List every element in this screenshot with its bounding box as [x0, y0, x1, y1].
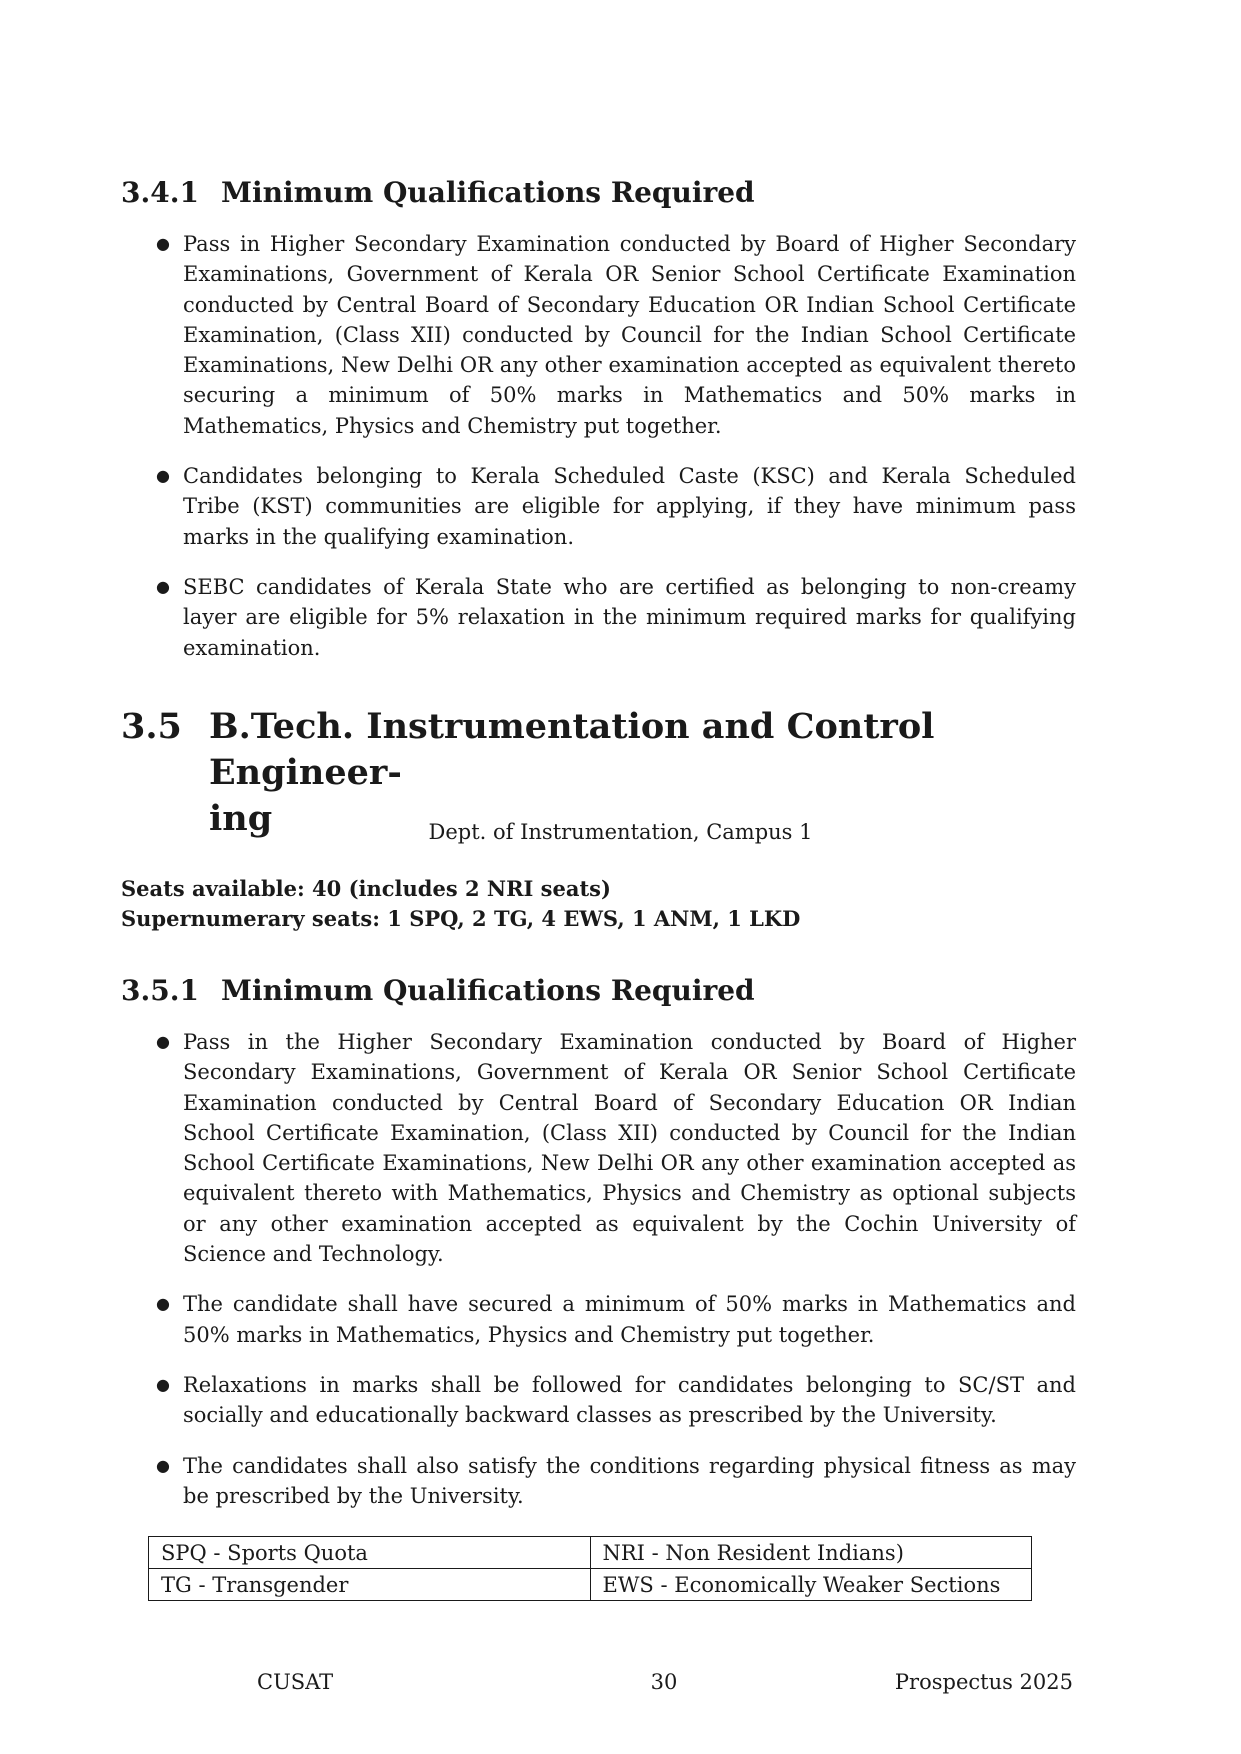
page-number: 30	[650, 1670, 678, 1694]
list-item-text: Relaxations in marks shall be followed for candidates belonging to SC/ST and socially and educationally backward classes as prescribed by the University.	[183, 1372, 1076, 1428]
bullet-icon: ●	[156, 234, 170, 253]
table-row	[149, 1569, 1032, 1601]
footer-left: CUSAT	[257, 1670, 334, 1694]
section-3-4-1-heading	[121, 176, 1081, 209]
section-3-4-1-bullet-list	[121, 229, 1076, 683]
list-item	[121, 572, 1076, 663]
section-3-5-1-heading	[121, 974, 1081, 1007]
section-title-line-1: B.Tech. Instrumentation and Control Engineer-	[209, 706, 935, 793]
section-number: 3.5.1	[121, 974, 199, 1007]
bullet-icon: ●	[156, 576, 170, 596]
list-item	[121, 229, 1076, 441]
section-title-line-2: ing	[209, 798, 273, 839]
seats-info	[121, 874, 800, 934]
list-item-text: Candidates belonging to Kerala Scheduled Caste (KSC) and Kerala Scheduled Tribe (KST) communities are eligible for applying, if they have minimum pass marks in the qualifying examination.	[183, 464, 1076, 549]
table-cell: TG - Transgender	[149, 1569, 591, 1601]
table-cell: NRI - Non Resident Indians)	[590, 1537, 1032, 1569]
list-item	[121, 1451, 1076, 1512]
department-line: Dept. of Instrumentation, Campus 1	[428, 820, 813, 844]
table-cell: EWS - Economically Weaker Sections	[590, 1569, 1032, 1601]
supernumerary-seats: Supernumerary seats: 1 SPQ, 2 TG, 4 EWS, 1 ANM, 1 LKD	[121, 906, 801, 931]
bullet-icon: ●	[156, 1032, 170, 1051]
footer-right: Prospectus 2025	[894, 1670, 1073, 1694]
bullet-icon: ●	[156, 1455, 170, 1475]
list-item	[121, 1289, 1076, 1350]
table-cell: SPQ - Sports Quota	[149, 1537, 591, 1569]
section-3-5-1-bullet-list	[121, 1027, 1076, 1531]
list-item	[121, 1370, 1076, 1431]
section-number: 3.4.1	[121, 176, 199, 209]
list-item-text: SEBC candidates of Kerala State who are certified as belonging to non-creamy layer are eligible for 5% relaxation in the minimum required marks for qualifying examination.	[183, 574, 1076, 660]
list-item	[121, 461, 1076, 552]
section-number: 3.5	[121, 706, 182, 747]
list-item-text: The candidates shall also satisfy the conditions regarding physical fitness as may be prescribed by the University.	[183, 1453, 1076, 1508]
section-title: Minimum Qualifications Required	[221, 974, 755, 1007]
list-item-text: The candidate shall have secured a minimum of 50% marks in Mathematics and 50% marks in Mathematics, Physics and Chemistry put together.	[183, 1292, 1076, 1347]
list-item-text: Pass in Higher Secondary Examination conducted by Board of Higher Secondary Examinations, Government of Kerala OR Senior School Certificate Examination conducted by Central Board of Secondary Education OR Indian School Certificate Examination, (Class XII) conducted by Council for the Indian School Certificate Examinations, New Delhi OR any other examination accepted as equivalent thereto securing a minimum of 50% marks in Mathematics and 50% marks in Mathematics, Physics and Chemistry put together.	[183, 232, 1076, 438]
table-row	[149, 1537, 1032, 1569]
bullet-icon: ●	[156, 1294, 170, 1314]
list-item-text: Pass in the Higher Secondary Examination conducted by Board of Higher Secondary Examinations, Government of Kerala OR Senior School Certificate Examination conducted by Central Board of Secondary Education OR Indian School Certificate Examination, (Class XII) conducted by Council for the Indian School Certificate Examinations, New Delhi OR any other examination accepted as equivalent thereto with Mathematics, Physics and Chemistry as optional subjects or any other examination accepted as equivalent by the Cochin University of Science and Technology.	[183, 1030, 1076, 1267]
bullet-icon: ●	[156, 466, 170, 486]
list-item	[121, 1027, 1076, 1269]
section-title: Minimum Qualifications Required	[221, 176, 755, 209]
seats-available: Seats available: 40 (includes 2 NRI seats)	[121, 876, 611, 901]
abbreviations-table	[148, 1536, 1032, 1601]
bullet-icon: ●	[156, 1374, 170, 1394]
